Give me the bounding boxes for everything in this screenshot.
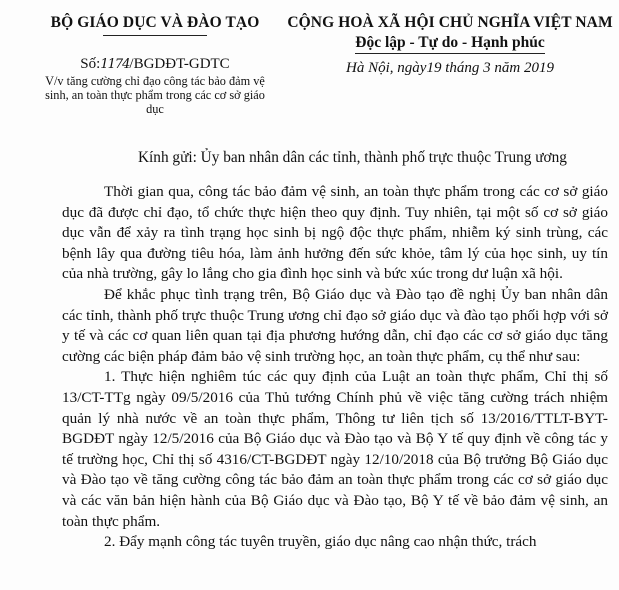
- document-body: [62, 182, 608, 553]
- issuer-block: [40, 14, 270, 116]
- ministry-name: BỘ GIÁO DỤC VÀ ĐÀO TẠO: [50, 14, 260, 31]
- document-number-prefix: Số:: [80, 56, 101, 72]
- document-subject: V/v tăng cường chỉ đạo công tác bảo đảm vệ sinh, an toàn thực phẩm trong các cơ sở giáo dục: [45, 74, 265, 116]
- document-number: [40, 56, 270, 73]
- body-paragraph: 1. Thực hiện nghiêm túc các quy định của Luật an toàn thực phẩm, Chỉ thị số 13/CT-TTg ngày 09/5/2016 của Thủ tướng Chính phủ về việc tăng cường trách nhiệm quản lý nhà nước về an toàn thực phẩm, Thông tư liên tịch số 13/2016/TTLT-BYT-BGDĐT ngày 12/5/2016 của Bộ Giáo dục và Đào tạo và Bộ Y tế quy định về công tác y tế trường học, Chỉ thị số 4316/CT-BGDĐT ngày 12/10/2018 của Bộ trưởng Bộ Giáo dục và Đào tạo về tăng cường công tác bảo đảm an toàn thực phẩm trong các cơ sở giáo dục và các văn bản hiện hành của Bộ Giáo dục và Đào tạo, Bộ Y tế về bảo đảm vệ sinh, an toàn thực phẩm.: [62, 368, 608, 530]
- republic-name: CỘNG HOÀ XÃ HỘI CHỦ NGHĨA VIỆT NAM: [287, 14, 613, 31]
- national-heading-block: [280, 14, 619, 77]
- document-number-suffix: /BGDĐT-GDTC: [129, 56, 230, 72]
- national-motto: Độc lập - Tự do - Hạnh phúc: [355, 34, 544, 54]
- date-prefix: Hà Nội, ngày: [346, 60, 427, 76]
- body-paragraph: Thời gian qua, công tác bảo đảm vệ sinh, an toàn thực phẩm trong các cơ sở giáo dục đã được chỉ đạo, tổ chức thực hiện theo quy định. Tuy nhiên, tại một số cơ sở giáo dục vẫn để xảy ra tình trạng học sinh bị ngộ độc thực phẩm, nhiễm ký sinh trùng, các bệnh lây qua đường tiêu hóa, làm ảnh hưởng đến sức khỏe, tâm lý của học sinh, uy tín của nhà trường, gây lo lắng cho gia đình học sinh và bức xúc trong dư luận xã hội.: [62, 183, 608, 283]
- ministry-underline: [103, 35, 207, 36]
- body-paragraph: Để khắc phục tình trạng trên, Bộ Giáo dục và Đào tạo đề nghị Ủy ban nhân dân các tỉnh, thành phố trực thuộc Trung ương chỉ đạo sở giáo dục và đào tạo phối hợp với sở y tế và các cơ quan liên quan tại địa phương hướng dẫn, chỉ đạo các cơ sở giáo dục tăng cường các biện pháp đảm bảo vệ sinh trường học, an toàn thực phẩm, cụ thể như sau:: [62, 285, 608, 365]
- body-paragraph-cutoff: 2. Đẩy mạnh công tác tuyên truyền, giáo dục nâng cao nhận thức, trách: [104, 533, 537, 551]
- recipient-line: Kính gửi: Ủy ban nhân dân các tỉnh, thành phố trực thuộc Trung ương: [138, 149, 567, 166]
- document-date: [280, 60, 619, 77]
- document-number-handwritten: 1174: [100, 57, 130, 72]
- date-day-handwritten: 19: [426, 60, 442, 76]
- date-suffix: tháng 3 năm 2019: [441, 60, 554, 76]
